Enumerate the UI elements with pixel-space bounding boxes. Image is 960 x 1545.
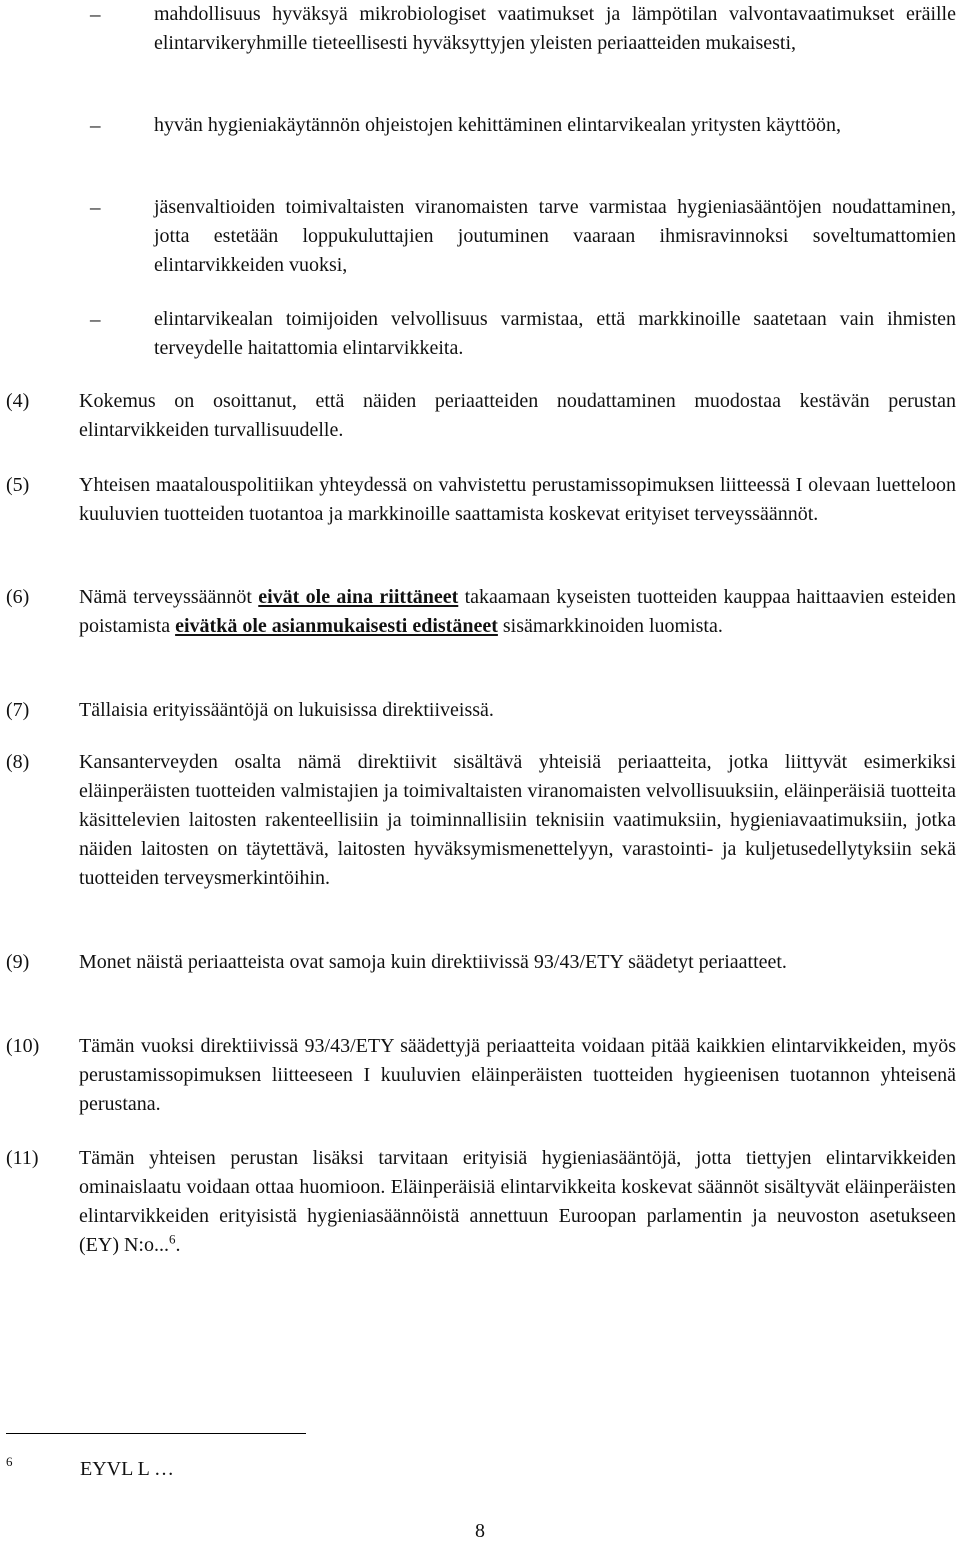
recital-text-part: Nämä terveyssäännöt — [79, 586, 252, 608]
recital-text: Monet näistä periaatteista ovat samoja kuin direktiivissä 93/43/ETY säädetyt periaatteet. — [79, 951, 787, 973]
dash-item-text: hyvän hygieniakäytännön ohjeistojen kehittäminen elintarvikealan yritysten käyttöön, — [154, 114, 842, 136]
underlined-emphasis: eivät ole aina riittäneet — [258, 586, 459, 608]
recital-text-part: Tämän yhteisen perustan lisäksi tarvitaan erityisiä hygieniasääntöjä, jotta tiettyjen elintarvikkeiden ominaislaatu voidaan ottaa huomioon. Eläinperäisiä elintarvikkeita koskevat säännöt sisältyvät eläinperäisten elintarvikkeiden erityisistä hygieniasäännöistä annettuun Euroopan parlamentin ja neuvoston asetukseen (EY) N:o... — [79, 1147, 956, 1256]
dash-list-item — [90, 305, 956, 363]
footnote-separator — [6, 1433, 306, 1434]
recital-number: (11) — [6, 1147, 39, 1169]
recital-text-part: . — [175, 1234, 181, 1256]
recital-10 — [6, 1032, 956, 1119]
recital-5 — [6, 471, 956, 529]
recital-8 — [6, 748, 956, 893]
recital-text-part: takaamaan kyseisten tuotteiden kauppaa haittaavien esteiden poistamista — [79, 586, 956, 637]
dash-marker: – — [90, 2, 101, 26]
recital-11 — [6, 1144, 956, 1260]
page-number: 8 — [475, 1520, 485, 1542]
recital-text-part: sisämarkkinoiden luomista. — [502, 615, 723, 637]
dash-item-text: elintarvikealan toimijoiden velvollisuus varmistaa, että markkinoille saatetaan vain ihmisten terveydelle haitattomia elintarvikkeita. — [154, 308, 956, 359]
recital-text: Tällaisia erityissääntöjä on lukuisissa direktiiveissä. — [79, 699, 494, 721]
dash-item-text: jäsenvaltioiden toimivaltaisten viranomaisten tarve varmistaa hygieniasääntöjen noudattaminen, jotta estetään loppukuluttajien joutuminen vaaraan ihmisravinnoksi soveltumattomien elintarvikkeiden vuoksi, — [154, 196, 956, 276]
recital-7 — [6, 696, 956, 725]
recital-number: (6) — [6, 586, 30, 608]
recital-number: (8) — [6, 751, 30, 773]
recital-text — [79, 1144, 956, 1260]
recital-number: (5) — [6, 474, 30, 496]
recital-6 — [6, 583, 956, 641]
dash-item-text: mahdollisuus hyväksyä mikrobiologiset vaatimukset ja lämpötilan valvontavaatimukset eräille elintarvikeryhmille tieteellisesti hyväksyttyjen yleisten periaatteiden mukaisesti, — [154, 3, 956, 54]
recital-text: Kansanterveyden osalta nämä direktiivit sisältävä yhteisiä periaatteita, jotka liittyvät esimerkiksi eläinperäisten tuotteiden valmistajien ja toimivaltaisten viranomaisten velvollisuuksiin, eläinperäisiä tuotteita käsittelevien laitosten rakenteellisiin ja toiminnallisiin teknisiin vaatimuksiin, hygieniavaatimuksiin, jotka näiden laitosten on täytettävä, laitosten hyväksymismenettelyyn, varastointi- ja kuljetusedellytyksiin sekä tuotteiden terveysmerkintöihin. — [79, 751, 956, 889]
dash-marker: – — [90, 195, 101, 219]
recital-9 — [6, 948, 956, 977]
dash-marker: – — [90, 113, 101, 137]
footnote-reference: 6 — [168, 1231, 176, 1247]
dash-marker: – — [90, 307, 101, 331]
underlined-emphasis: eivätkä ole asianmukaisesti edistäneet — [175, 615, 498, 637]
dash-list-item — [90, 111, 956, 140]
dash-list-item — [90, 193, 956, 280]
recital-number: (4) — [6, 390, 30, 412]
recital-number: (10) — [6, 1035, 40, 1057]
footnote-text: EYVL L … — [80, 1458, 175, 1480]
recital-4 — [6, 387, 956, 445]
recital-text: Tämän vuoksi direktiivissä 93/43/ETY säädettyjä periaatteita voidaan pitää kaikkien elintarvikkeiden, myös perustamissopimuksen liitteeseen I kuuluvien eläinperäisten tuotteiden hygieenisen tuotannon yhteisenä perustana. — [79, 1035, 956, 1115]
recital-number: (9) — [6, 951, 30, 973]
footnote-number: 6 — [6, 1454, 13, 1469]
recital-number: (7) — [6, 699, 30, 721]
dash-list-item — [90, 0, 956, 58]
recital-text: Kokemus on osoittanut, että näiden periaatteiden noudattaminen muodostaa kestävän perustan elintarvikkeiden turvallisuudelle. — [79, 390, 956, 441]
recital-text: Yhteisen maatalouspolitiikan yhteydessä on vahvistettu perustamissopimuksen liitteessä I olevaan luetteloon kuuluvien tuotteiden tuotantoa ja markkinoille saattamista koskevat erityiset terveyssäännöt. — [79, 474, 956, 525]
recital-text — [79, 583, 956, 641]
